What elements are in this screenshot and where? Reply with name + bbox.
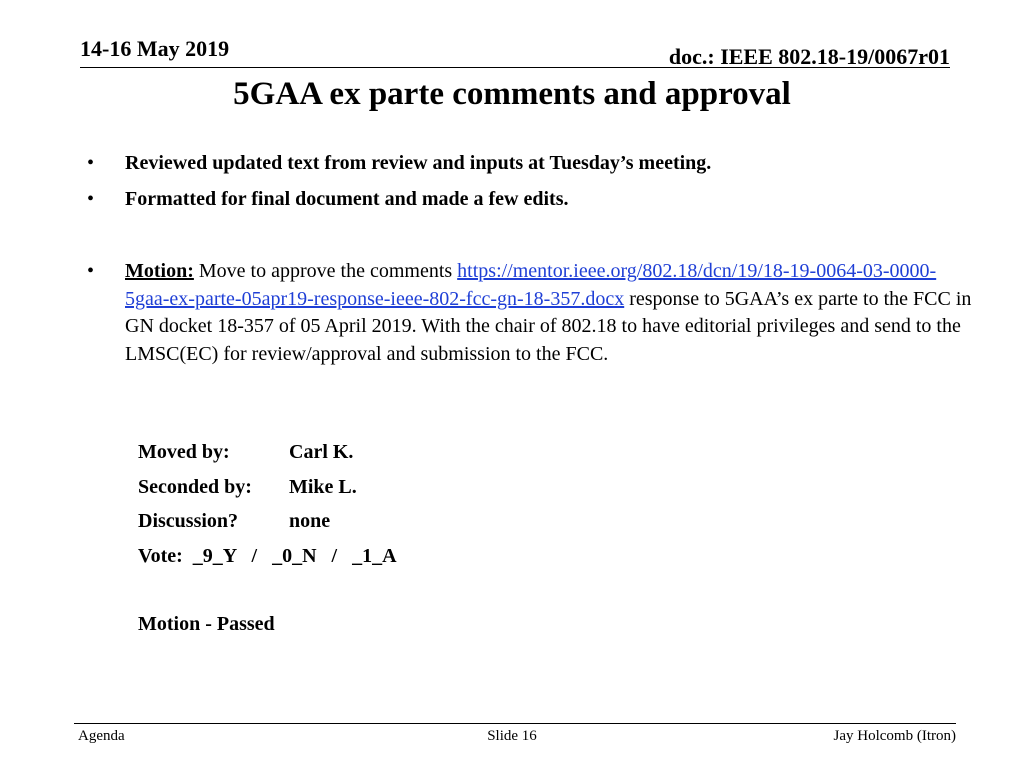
seconded-by-label: Seconded by: [138,476,252,498]
moved-by-label: Moved by: [138,441,230,463]
bullet-formatted-text: Formatted for final document and made a few edits. [125,188,569,210]
motion-label: Motion: [125,260,194,282]
slide-title: 5GAA ex parte comments and approval [233,76,791,112]
motion-rest: response to 5GAA’s ex parte to the FCC in GN docket 18-357 of 05 April 2019. With the chair of 802.18 to have editorial privileges and send to the LMSC(EC) for review/approval and submission to the FCC. [125,287,972,365]
header-doc-id: doc.: IEEE 802.18-19/0067r01 [668,44,950,69]
motion-paragraph [125,258,975,368]
footer-slide-number: Slide 16 [487,728,537,744]
bullet-reviewed-text: Reviewed updated text from review and inputs at Tuesday’s meeting. [125,152,712,174]
motion-intro: Move to approve the comments [193,260,458,282]
discussion-label: Discussion? [138,510,239,532]
moved-by-value: Carl K. [289,441,354,463]
bullet-marker: • [87,152,95,174]
vote-tally: Vote: _9_Y / _0_N / _1_A [138,545,397,567]
footer-divider [74,723,956,724]
document-link[interactable]: https://mentor.ieee.org/802.18/dcn/19/18-19-0064-03-0000-5gaa-ex-parte-05apr19-response-ieee-802-fcc-gn-18-357.docx [125,260,937,310]
header-divider [80,67,950,68]
bullet-marker: • [87,188,95,210]
header-date: 14-16 May 2019 [80,36,230,61]
footer-agenda: Agenda [78,728,125,744]
footer-author: Jay Holcomb (Itron) [833,728,956,744]
motion-result: Motion - Passed [138,613,275,635]
bullet-marker: • [87,260,95,282]
seconded-by-value: Mike L. [289,476,357,498]
discussion-value: none [289,510,331,532]
